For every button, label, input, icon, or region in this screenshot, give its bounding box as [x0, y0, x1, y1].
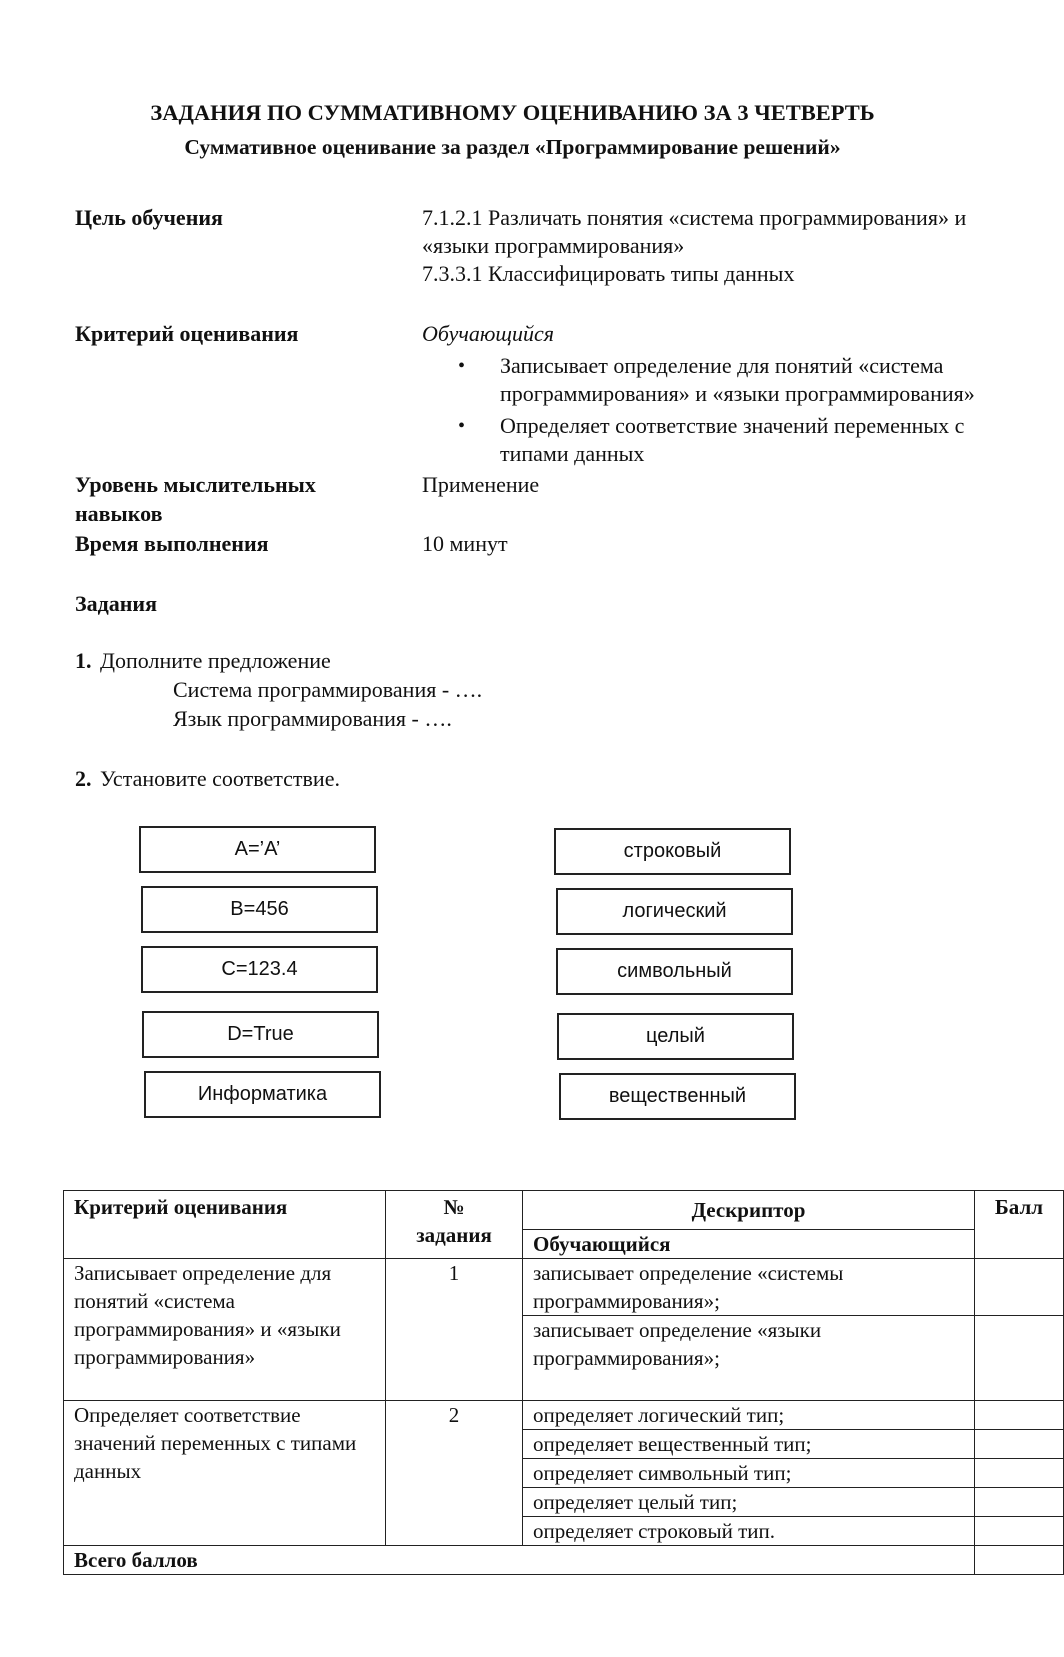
bullet-icon: •: [458, 355, 466, 377]
row-2-descriptor-2: определяет вещественный тип;: [523, 1430, 975, 1459]
goal-line-3: 7.3.3.1 Классифицировать типы данных: [422, 261, 795, 286]
header-task-number: [386, 1191, 523, 1259]
row-2-number: 2: [386, 1401, 523, 1546]
points-cell: [975, 1546, 1064, 1575]
task-1-text: Дополните предложение: [100, 648, 331, 673]
match-right-box: целый: [557, 1013, 794, 1060]
header-num-line-2: задания: [416, 1223, 492, 1247]
match-left-box: C=123.4: [141, 946, 378, 993]
match-left-box: A=’A’: [139, 826, 376, 873]
row-1-descriptor-2: записывает определение «языки программирования»;: [523, 1316, 975, 1401]
header-criterion: Критерий оценивания: [64, 1191, 386, 1259]
rubric-table: [63, 1190, 1064, 1575]
table-row: [64, 1191, 1064, 1230]
match-left-box: B=456: [141, 886, 378, 933]
criterion-intro: Обучающийся: [422, 321, 555, 346]
criterion-label: Критерий оценивания: [75, 321, 299, 346]
row-2-descriptor-3: определяет символьный тип;: [523, 1459, 975, 1488]
bullet-1-line-2: программирования» и «языки программирования»: [500, 381, 975, 406]
points-cell: [975, 1430, 1064, 1459]
table-row: [64, 1401, 1064, 1430]
header-descriptor: Дескриптор: [523, 1191, 975, 1230]
tasks-heading: Задания: [75, 591, 157, 616]
points-cell: [975, 1517, 1064, 1546]
page-title: ЗАДАНИЯ ПО СУММАТИВНОМУ ОЦЕНИВАНИЮ ЗА 3 ЧЕТВЕРТЬ: [150, 100, 875, 125]
match-right-box: логический: [556, 888, 793, 935]
table-row: [64, 1259, 1064, 1316]
total-label: Всего баллов: [64, 1546, 975, 1575]
bullet-2-line-1: Определяет соответствие значений переменных с: [500, 413, 965, 438]
match-left-box: Информатика: [144, 1071, 381, 1118]
level-label-line-1: Уровень мыслительных: [75, 472, 316, 497]
task-1-number: 1.: [75, 648, 92, 673]
task-1-line-1: Система программирования - ….: [173, 677, 483, 702]
bullet-2-line-2: типами данных: [500, 441, 645, 466]
task-2-number: 2.: [75, 766, 92, 791]
row-1-number: 1: [386, 1259, 523, 1401]
match-right-box: строковый: [554, 828, 791, 875]
bullet-1-line-1: Записывает определение для понятий «система: [500, 353, 944, 378]
goal-line-1: 7.1.2.1 Различать понятия «система программирования» и: [422, 205, 967, 230]
goal-line-2: «языки программирования»: [422, 233, 685, 258]
row-2-descriptor-5: определяет строковый тип.: [523, 1517, 975, 1546]
task-1-line-2: Язык программирования - ….: [173, 706, 452, 731]
level-label-line-2: навыков: [75, 501, 163, 526]
header-learner: Обучающийся: [523, 1230, 975, 1259]
time-value: 10 минут: [422, 531, 508, 556]
points-cell: [975, 1459, 1064, 1488]
header-num-line-1: №: [443, 1195, 465, 1219]
task-2-text: Установите соответствие.: [100, 766, 340, 791]
points-cell: [975, 1488, 1064, 1517]
match-left-box: D=True: [142, 1011, 379, 1058]
table-row: [64, 1546, 1064, 1575]
row-1-criterion: Записывает определение для понятий «система программирования» и «языки программирования»: [64, 1259, 386, 1401]
row-2-criterion: Определяет соответствие значений переменных с типами данных: [64, 1401, 386, 1546]
level-value: Применение: [422, 472, 540, 497]
points-cell: [975, 1259, 1064, 1316]
match-right-box: символьный: [556, 948, 793, 995]
row-2-descriptor-4: определяет целый тип;: [523, 1488, 975, 1517]
row-2-descriptor-1: определяет логический тип;: [523, 1401, 975, 1430]
page-subtitle: Суммативное оценивание за раздел «Программирование решений»: [184, 135, 841, 159]
bullet-icon: •: [458, 415, 466, 437]
goal-label: Цель обучения: [75, 205, 223, 230]
time-label: Время выполнения: [75, 531, 269, 556]
header-points: Балл: [975, 1191, 1064, 1259]
match-right-box: вещественный: [559, 1073, 796, 1120]
points-cell: [975, 1401, 1064, 1430]
points-cell: [975, 1316, 1064, 1401]
row-1-descriptor-1: записывает определение «системы программирования»;: [523, 1259, 975, 1316]
